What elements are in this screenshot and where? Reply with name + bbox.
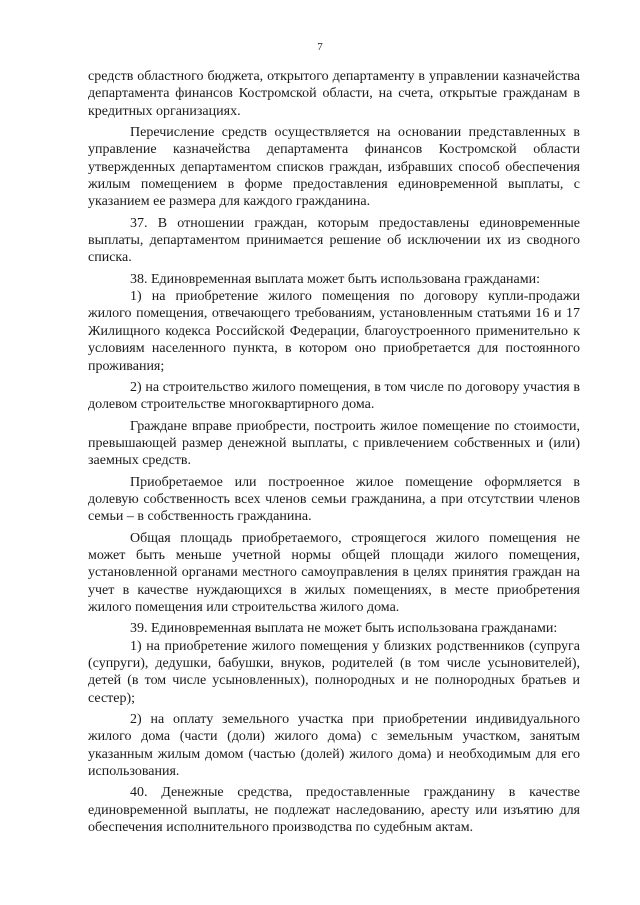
paragraph-39-item-2: 2) на оплату земельного участка при приобретении индивидуального жилого дома (части (доли) жилого дома) с земельным участком, занятым указанным жилым домом (частью (долей) жилого дома) и необходимым для его использования.	[88, 712, 580, 780]
paragraph-40: 40. Денежные средства, предоставленные гражданину в качестве единовременной выплаты, не подлежат наследованию, аресту или изъятию для обеспечения исполнительного производства по судебным актам.	[88, 785, 580, 836]
paragraph-38-item-2: 2) на строительство жилого помещения, в том числе по договору участия в долевом строительстве многоквартирного дома.	[88, 379, 580, 413]
paragraph-area-norm: Общая площадь приобретаемого, строящегося жилого помещения не может быть меньше учетной нормы общей площади жилого помещения, установленной органами местного самоуправления в целях принятия граждан на учет в качестве нуждающихся в жилых помещениях, в месте приобретения жилого помещения или строительства жилого дома.	[88, 530, 580, 615]
paragraph-38-item-1: 1) на приобретение жилого помещения по договору купли-продажи жилого помещения, отвечающего требованиям, установленным статьями 16 и 17 Жилищного кодекса Российской Федерации, благоустроенного применительно к условиям населенного пункта, в котором оно приобретается для постоянного проживания;	[88, 289, 580, 374]
paragraph-37: 37. В отношении граждан, которым предоставлены единовременные выплаты, департаментом принимается решение об исключении их из сводного списка.	[88, 215, 580, 266]
paragraph-ownership: Приобретаемое или построенное жилое помещение оформляется в долевую собственность всех членов семьи гражданина, а при отсутствии членов семьи – в собственность гражданина.	[88, 474, 580, 525]
paragraph-continuation: средств областного бюджета, открытого департаменту в управлении казначейства департамента финансов Костромской области, на счета, открытые гражданам в кредитных организациях.	[88, 69, 580, 119]
document-body	[88, 68, 580, 840]
paragraph-38: 38. Единовременная выплата может быть использована гражданами:	[130, 271, 540, 287]
paragraph-39: 39. Единовременная выплата не может быть использована гражданами:	[130, 621, 558, 637]
paragraph-39-item-1: 1) на приобретение жилого помещения у близких родственников (супруга (супруги), дедушки, бабушки, внуков, родителей (в том числе усыновителей), детей (в том числе усыновленных), полнородных и не полнородных братьев и сестер);	[88, 638, 580, 706]
page-number: 7	[317, 41, 323, 53]
paragraph-transfer-procedure: Перечисление средств осуществляется на основании представленных в управление казначейства департамента финансов Костромской области утвержденных департаментом списков граждан, избравших способ обеспечения жилым помещением в форме предоставления единовременной выплаты, с указанием ее размера для каждого гражданина.	[88, 125, 580, 210]
paragraph-own-funds: Граждане вправе приобрести, построить жилое помещение по стоимости, превышающей размер денежной выплаты, с привлечением собственных и (или) заемных средств.	[88, 418, 580, 469]
